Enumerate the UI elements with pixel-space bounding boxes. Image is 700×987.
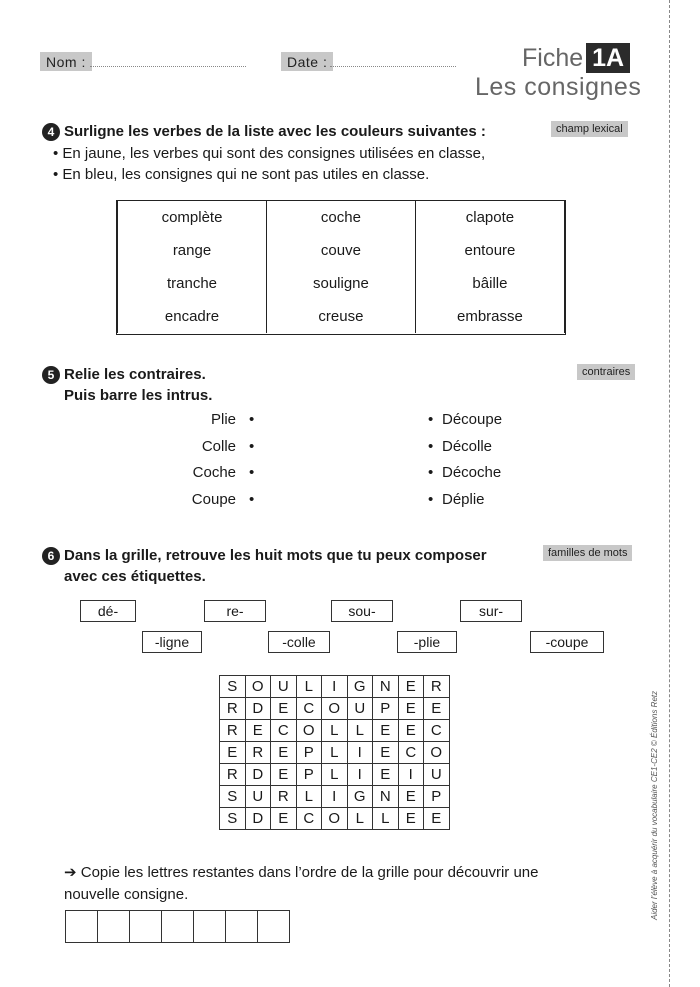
grid-cell[interactable]: C xyxy=(296,698,322,720)
grid-cell[interactable]: U xyxy=(347,698,373,720)
grid-cell[interactable]: R xyxy=(245,742,271,764)
grid-cell[interactable]: R xyxy=(220,698,246,720)
answer-box[interactable] xyxy=(226,911,258,943)
grid-cell[interactable]: E xyxy=(373,720,399,742)
prefix-label[interactable]: sou- xyxy=(331,600,393,622)
left-word: Plie xyxy=(210,411,236,428)
right-word: Décoche xyxy=(442,464,502,481)
grid-cell[interactable]: E xyxy=(398,698,424,720)
grid-cell[interactable]: P xyxy=(373,698,399,720)
exercise-4-number: 4 xyxy=(42,123,60,141)
grid-cell[interactable]: R xyxy=(220,720,246,742)
grid-cell[interactable]: U xyxy=(424,764,450,786)
table-cell[interactable]: bâille xyxy=(415,267,564,300)
cut-line xyxy=(669,0,670,987)
grid-cell[interactable]: U xyxy=(245,786,271,808)
table-cell[interactable]: creuse xyxy=(267,300,416,333)
grid-cell[interactable]: S xyxy=(220,808,246,830)
grid-cell[interactable]: P xyxy=(296,764,322,786)
table-cell[interactable]: entoure xyxy=(415,234,564,267)
grid-cell[interactable]: O xyxy=(296,720,322,742)
exercise-6-instruction-1: Dans la grille, retrouve les huit mots que tu peux composer xyxy=(64,547,487,564)
grid-cell[interactable]: E xyxy=(398,720,424,742)
prefix-label[interactable]: sur- xyxy=(460,600,522,622)
left-dot[interactable]: • xyxy=(249,464,255,481)
table-cell[interactable]: couve xyxy=(267,234,416,267)
left-word: Coche xyxy=(192,464,236,481)
grid-cell[interactable]: E xyxy=(424,698,450,720)
right-word: Déplie xyxy=(442,491,485,508)
left-word: Colle xyxy=(201,438,236,455)
grid-cell[interactable]: E xyxy=(424,808,450,830)
grid-cell[interactable]: O xyxy=(322,808,348,830)
table-cell[interactable]: tranche xyxy=(118,267,267,300)
grid-cell[interactable]: E xyxy=(245,720,271,742)
fiche-word: Fiche xyxy=(522,43,584,72)
suffix-label[interactable]: -plie xyxy=(397,631,457,653)
table-cell[interactable]: embrasse xyxy=(415,300,564,333)
tag-champ-lexical: champ lexical xyxy=(551,121,628,137)
grid-cell[interactable]: L xyxy=(347,808,373,830)
fiche-title xyxy=(522,43,630,73)
exercise-5-number: 5 xyxy=(42,366,60,384)
grid-cell[interactable]: L xyxy=(322,764,348,786)
exercise-5-instruction-2: Puis barre les intrus. xyxy=(64,387,213,404)
exercise-6-number: 6 xyxy=(42,547,60,565)
grid-cell[interactable]: E xyxy=(373,742,399,764)
right-dot[interactable]: • xyxy=(428,438,434,455)
grid-cell[interactable]: L xyxy=(347,720,373,742)
prefix-label[interactable]: dé- xyxy=(80,600,136,622)
grid-cell[interactable]: D xyxy=(245,698,271,720)
suffix-label[interactable]: -ligne xyxy=(142,631,202,653)
grid-cell[interactable]: I xyxy=(398,764,424,786)
grid-cell[interactable]: O xyxy=(245,676,271,698)
answer-box[interactable] xyxy=(194,911,226,943)
date-field[interactable] xyxy=(330,52,456,67)
grid-cell[interactable]: E xyxy=(271,742,297,764)
bullet-blue: • En bleu, les consignes qui ne sont pas utiles en classe. xyxy=(53,166,430,183)
grid-cell[interactable]: L xyxy=(373,808,399,830)
answer-boxes xyxy=(65,910,290,943)
grid-cell[interactable]: O xyxy=(424,742,450,764)
copyright-side-text: Aider l’élève à acquérir du vocabulaire CE1-CE2 © Éditions Retz xyxy=(650,690,659,920)
grid-cell[interactable]: N xyxy=(373,676,399,698)
grid-cell[interactable]: E xyxy=(398,808,424,830)
grid-cell[interactable]: C xyxy=(424,720,450,742)
grid-cell[interactable]: G xyxy=(347,786,373,808)
grid-cell[interactable]: P xyxy=(296,742,322,764)
grid-cell[interactable]: C xyxy=(296,808,322,830)
answer-box[interactable] xyxy=(258,911,290,943)
grid-cell[interactable]: E xyxy=(271,764,297,786)
grid-cell[interactable]: P xyxy=(424,786,450,808)
left-dot[interactable]: • xyxy=(249,411,255,428)
grid-cell[interactable]: S xyxy=(220,676,246,698)
page-title: Les consignes xyxy=(475,73,642,101)
word-table xyxy=(116,200,566,335)
date-label: Date : xyxy=(281,52,333,71)
grid-cell[interactable]: I xyxy=(322,676,348,698)
table-cell[interactable]: complète xyxy=(118,201,267,234)
grid-cell[interactable]: L xyxy=(296,786,322,808)
grid-cell[interactable]: C xyxy=(271,720,297,742)
grid-cell[interactable]: E xyxy=(398,676,424,698)
table-cell[interactable]: clapote xyxy=(415,201,564,234)
exercise-5-instruction-1: Relie les contraires. xyxy=(64,366,206,383)
grid-cell[interactable]: N xyxy=(373,786,399,808)
tag-contraires: contraires xyxy=(577,364,635,380)
answer-box[interactable] xyxy=(66,911,98,943)
tag-familles-de-mots: familles de mots xyxy=(543,545,632,561)
answer-box[interactable] xyxy=(162,911,194,943)
answer-box[interactable] xyxy=(130,911,162,943)
right-word: Décolle xyxy=(442,438,493,455)
grid-cell[interactable]: R xyxy=(271,786,297,808)
table-cell[interactable]: coche xyxy=(267,201,416,234)
name-label: Nom : xyxy=(40,52,92,71)
right-word: Découpe xyxy=(442,411,503,428)
grid-cell[interactable]: L xyxy=(322,720,348,742)
table-cell[interactable]: range xyxy=(118,234,267,267)
copy-instruction-2: nouvelle consigne. xyxy=(64,886,189,903)
grid-cell[interactable]: E xyxy=(373,764,399,786)
exercise-4-instruction: Surligne les verbes de la liste avec les couleurs suivantes : xyxy=(64,123,486,140)
grid-cell[interactable]: L xyxy=(296,676,322,698)
copy-instruction-1: ➔ Copie les lettres restantes dans l’ordre de la grille pour découvrir une xyxy=(64,864,539,881)
exercise-6-instruction-2: avec ces étiquettes. xyxy=(64,568,206,585)
grid-cell[interactable]: R xyxy=(424,676,450,698)
grid-cell[interactable]: E xyxy=(398,786,424,808)
left-dot[interactable]: • xyxy=(249,438,255,455)
grid-cell[interactable]: E xyxy=(271,698,297,720)
word-search-grid xyxy=(219,675,450,830)
right-dot[interactable]: • xyxy=(428,464,434,481)
grid-cell[interactable]: I xyxy=(347,742,373,764)
grid-cell[interactable]: I xyxy=(322,786,348,808)
prefix-label[interactable]: re- xyxy=(204,600,266,622)
table-cell[interactable]: encadre xyxy=(118,300,267,333)
left-dot[interactable]: • xyxy=(249,491,255,508)
left-word: Coupe xyxy=(191,491,236,508)
suffix-label[interactable]: -colle xyxy=(268,631,330,653)
grid-cell[interactable]: E xyxy=(271,808,297,830)
answer-box[interactable] xyxy=(98,911,130,943)
grid-cell[interactable]: O xyxy=(322,698,348,720)
grid-cell[interactable]: S xyxy=(220,786,246,808)
grid-cell[interactable]: L xyxy=(322,742,348,764)
right-dot[interactable]: • xyxy=(428,491,434,508)
grid-cell[interactable]: R xyxy=(220,764,246,786)
grid-cell[interactable]: E xyxy=(220,742,246,764)
suffix-label[interactable]: -coupe xyxy=(530,631,604,653)
fiche-badge: 1A xyxy=(586,43,630,73)
table-cell[interactable]: souligne xyxy=(267,267,416,300)
grid-cell[interactable]: D xyxy=(245,764,271,786)
bullet-yellow: • En jaune, les verbes qui sont des consignes utilisées en classe, xyxy=(53,145,486,162)
right-dot[interactable]: • xyxy=(428,411,434,428)
grid-cell[interactable]: G xyxy=(347,676,373,698)
grid-cell[interactable]: U xyxy=(271,676,297,698)
grid-cell[interactable]: D xyxy=(245,808,271,830)
grid-cell[interactable]: I xyxy=(347,764,373,786)
grid-cell[interactable]: C xyxy=(398,742,424,764)
name-field[interactable] xyxy=(90,52,246,67)
